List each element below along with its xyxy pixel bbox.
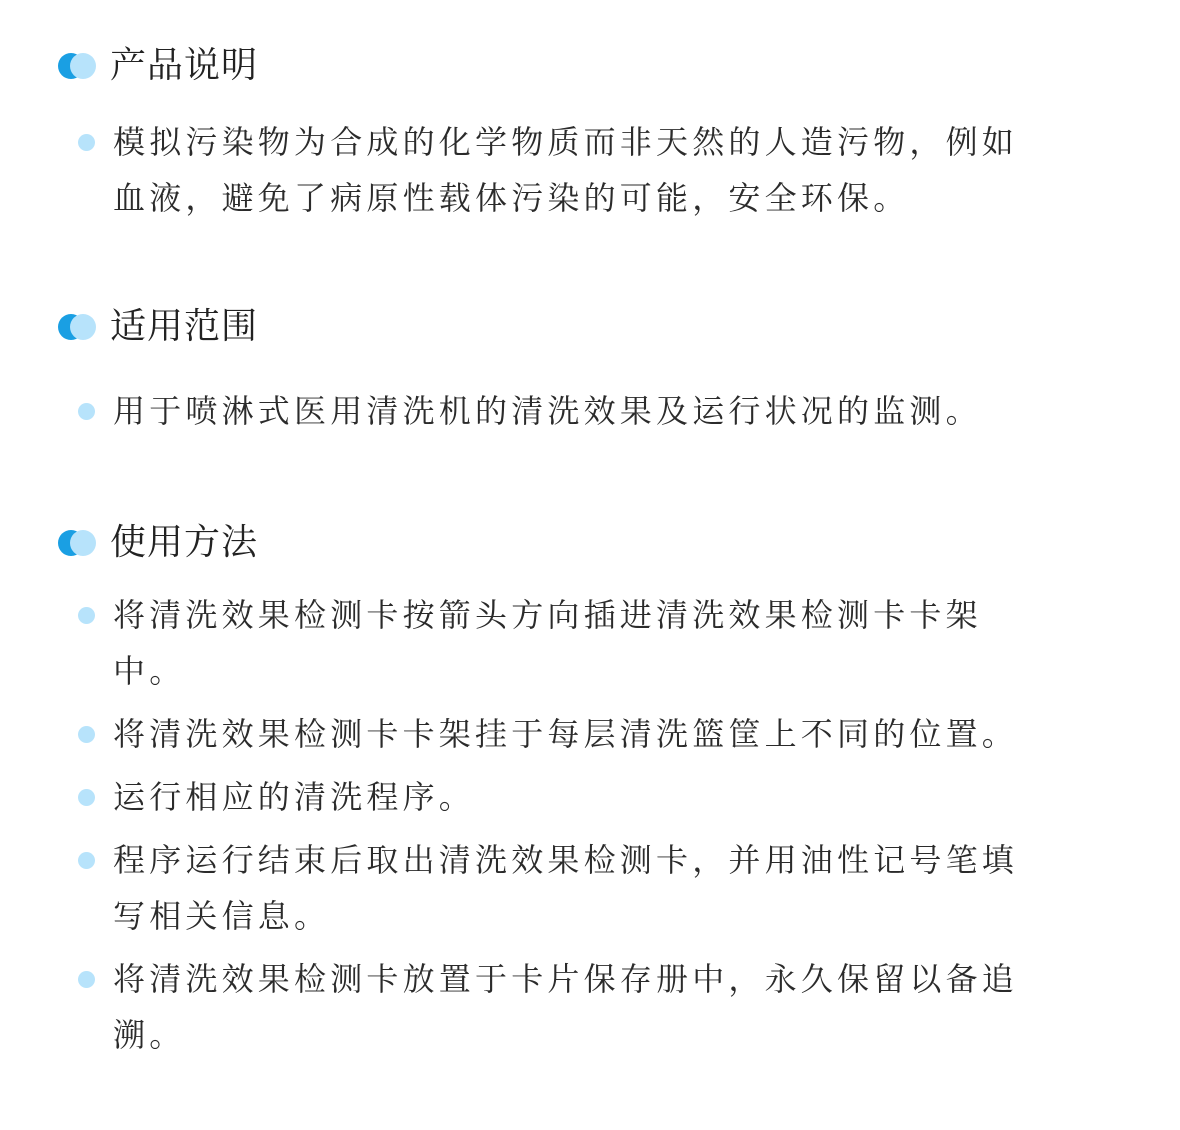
section-product-description <box>0 42 1180 217</box>
bullet-dot-icon <box>78 134 95 151</box>
list-item-text: 将清洗效果检测卡放置于卡片保存册中，永久保留以备追溯。 <box>113 960 1019 1054</box>
bullet-dot-icon <box>78 607 95 624</box>
double-circle-icon <box>58 314 96 340</box>
section-title: 使用方法 <box>110 522 259 563</box>
section-header <box>0 519 1180 567</box>
list-item-text: 模拟污染物为合成的化学物质而非天然的人造污物，例如血液，避免了病原性载体污染的可能，安全环保。 <box>113 123 1019 217</box>
list-item-text: 将清洗效果检测卡卡架挂于每层清洗篮筐上不同的位置。 <box>113 715 1019 753</box>
list-item <box>0 951 1048 1063</box>
bullet-dot-icon <box>78 971 95 988</box>
list-item <box>0 769 1048 825</box>
section-list <box>0 587 1048 1070</box>
list-item <box>0 114 1048 226</box>
list-item-text: 运行相应的清洗程序。 <box>113 778 476 816</box>
double-circle-icon <box>58 530 96 556</box>
list-item <box>0 706 1048 762</box>
section-header <box>0 303 1180 351</box>
section-scope <box>0 303 1180 430</box>
list-item <box>0 383 1048 439</box>
bullet-dot-icon <box>78 726 95 743</box>
section-title: 适用范围 <box>110 306 259 347</box>
list-item <box>0 587 1048 699</box>
list-item-text: 将清洗效果检测卡按箭头方向插进清洗效果检测卡卡架中。 <box>113 596 982 690</box>
section-list <box>0 114 1048 226</box>
section-usage <box>0 519 1180 1054</box>
list-item-text: 用于喷淋式医用清洗机的清洗效果及运行状况的监测。 <box>113 392 982 430</box>
section-title: 产品说明 <box>110 45 259 86</box>
list-item <box>0 832 1048 944</box>
bullet-dot-icon <box>78 403 95 420</box>
bullet-dot-icon <box>78 852 95 869</box>
list-item-text: 程序运行结束后取出清洗效果检测卡，并用油性记号笔填写相关信息。 <box>113 841 1019 935</box>
double-circle-icon <box>58 53 96 79</box>
section-header <box>0 42 1180 90</box>
bullet-dot-icon <box>78 789 95 806</box>
section-list <box>0 383 1048 439</box>
